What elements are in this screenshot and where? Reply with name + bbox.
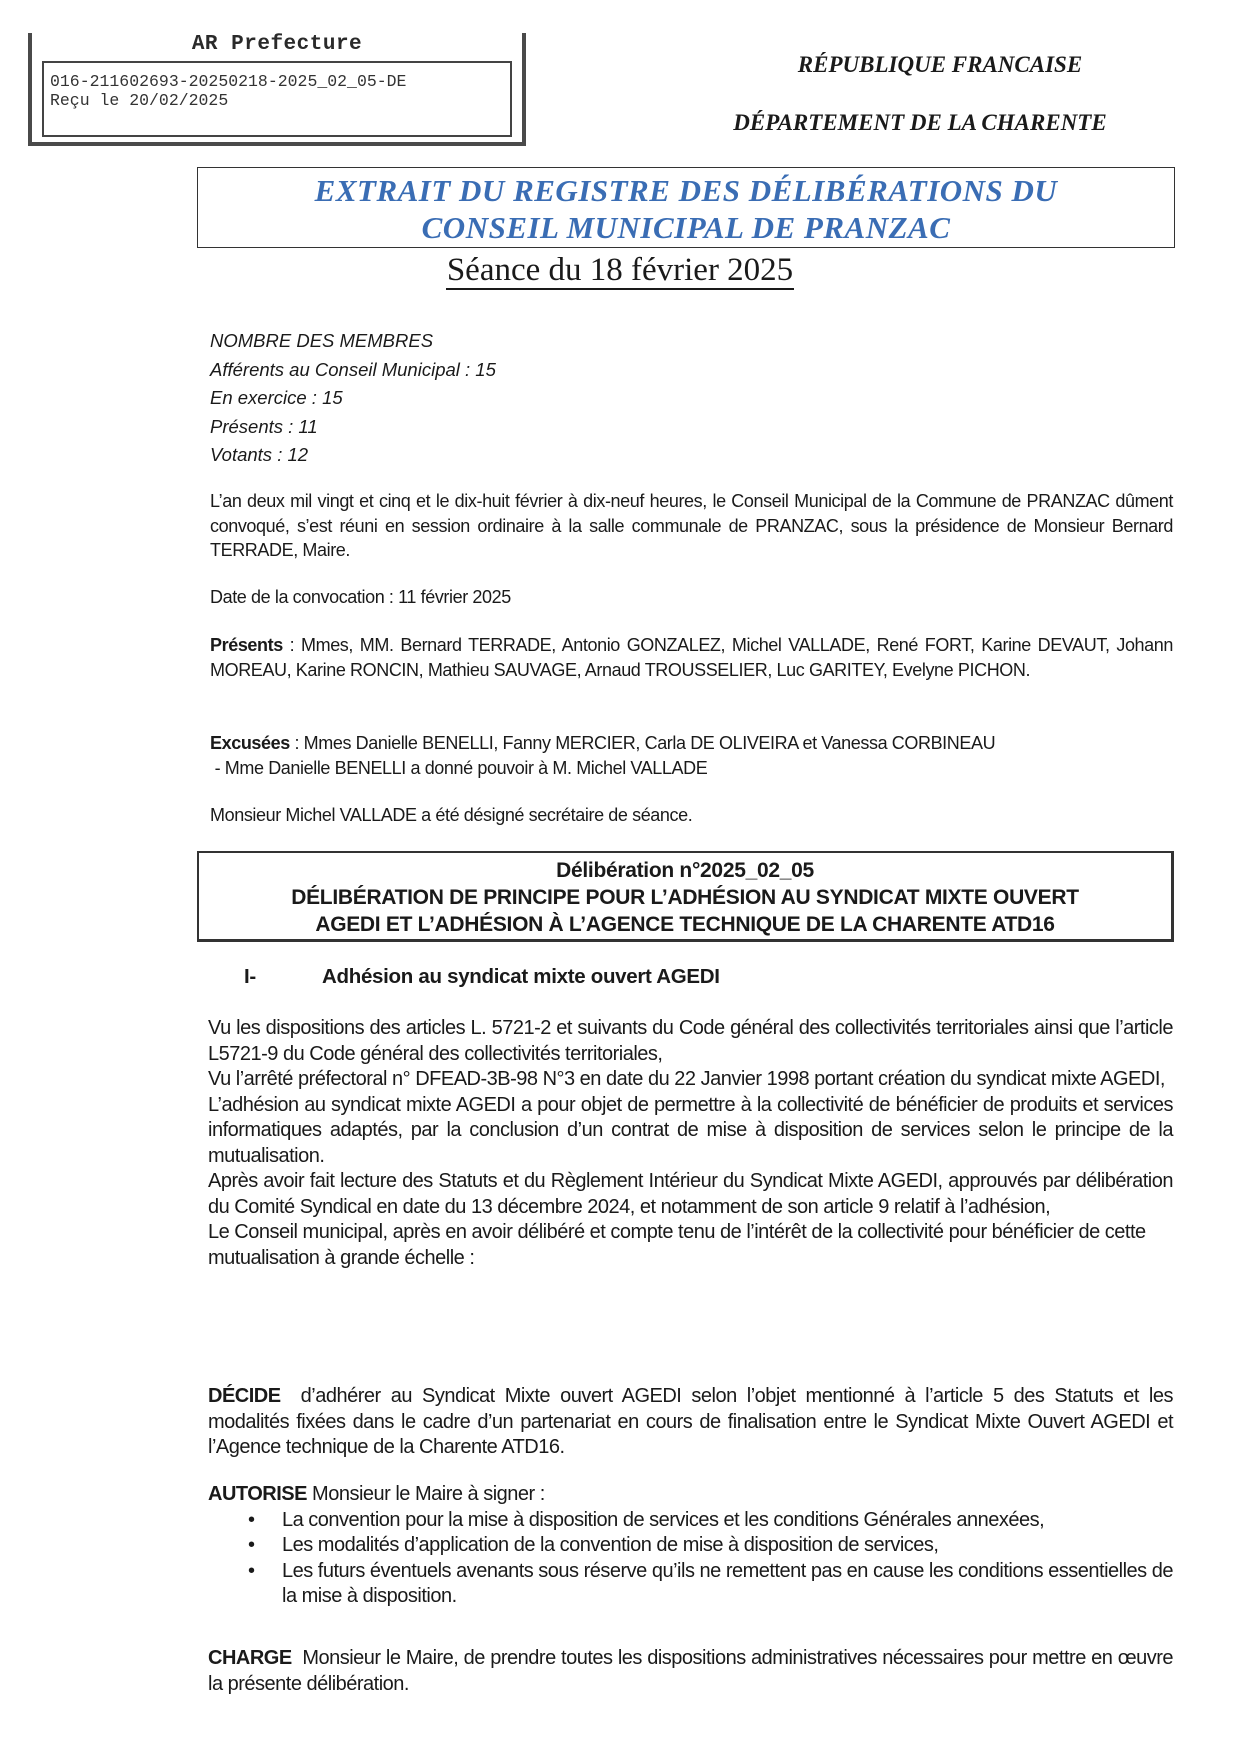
stamp-reference: 016-211602693-20250218-2025_02_05-DE [50, 72, 407, 91]
register-title-box [197, 167, 1175, 248]
stamp-title: AR Prefecture [191, 33, 363, 56]
deliberation-title-box [197, 851, 1174, 942]
ar-prefecture-stamp [28, 33, 526, 146]
secretaire-note: Monsieur Michel VALLADE a été désigné secrétaire de séance. [210, 805, 693, 825]
decide-paragraph [208, 1384, 1179, 1461]
charge-label: CHARGE [208, 1647, 292, 1669]
members-exercice: En exercice : 15 [210, 387, 343, 408]
section-title: Adhésion au syndicat mixte ouvert AGEDI [322, 965, 720, 988]
register-title-line2: CONSEIL MUNICIPAL DE PRANZAC [421, 210, 951, 245]
members-votants: Votants : 12 [210, 444, 309, 465]
considerant: Le Conseil municipal, après en avoir délibéré et compte tenu de l’intérêt de la collectivité pour bénéficier de cette mutualisation à grande échelle : [208, 1221, 1146, 1269]
autorise-list [248, 1508, 1173, 1610]
considerant: Vu l’arrêté préfectoral n° DFEAD-3B-98 N°3 en date du 22 Janvier 1998 portant création du syndicat mixte AGEDI, [208, 1068, 1165, 1090]
deliberation-number: Délibération n°2025_02_05 [556, 859, 814, 882]
section-heading [244, 965, 720, 989]
excusees-names: : Mmes Danielle BENELLI, Fanny MERCIER, Carla DE OLIVEIRA et Vanessa CORBINEAU [289, 733, 996, 753]
convocation-date: Date de la convocation : 11 février 2025 [210, 587, 511, 607]
autorise-paragraph [208, 1482, 1173, 1610]
republique-heading: RÉPUBLIQUE FRANCAISE [797, 52, 1083, 77]
autorise-item: • Les modalités d’application de la convention de mise à disposition de services, [248, 1533, 1173, 1559]
autorise-item: • Les futurs éventuels avenants sous réserve qu’ils ne remettent pas en cause les conditions essentielles de la mise à disposition. [248, 1559, 1173, 1610]
autorise-label: AUTORISE [208, 1483, 307, 1505]
stamp-details [42, 61, 512, 137]
excusees-label: Excusées [210, 733, 290, 753]
deliberation-title-line2: AGEDI ET L’ADHÉSION À L’AGENCE TECHNIQUE DE LA CHARENTE ATD16 [315, 913, 1055, 936]
considerant: Après avoir fait lecture des Statuts et du Règlement Intérieur du Syndicat Mixte AGEDI, approuvés par délibération du Comité Syndical en date du 13 décembre 2024, et notamment de son article 9 relatif à l’adhésion, [208, 1170, 1173, 1218]
seance-date-heading [0, 252, 1240, 289]
considerants-block [208, 1016, 1173, 1271]
members-count-block [210, 327, 496, 470]
register-title-line1: EXTRAIT DU REGISTRE DES DÉLIBÉRATIONS DU [314, 173, 1058, 208]
seance-date: Séance du 18 février 2025 [446, 252, 794, 288]
members-afferents: Afférents au Conseil Municipal : 15 [210, 358, 496, 380]
presents-list [210, 633, 1173, 682]
decide-label: DÉCIDE [208, 1385, 281, 1407]
charge-paragraph [208, 1646, 1179, 1697]
excusees-list [210, 731, 1173, 780]
presents-label: Présents [210, 635, 283, 655]
stamp-received-date: Reçu le 20/02/2025 [50, 91, 229, 110]
section-number: I- [244, 965, 256, 988]
decide-text: d’adhérer au Syndicat Mixte ouvert AGEDI selon l’objet mentionné à l’article 5 des Statuts et les modalités fixées dans le cadre d’un partenariat en cours de finalisation entre le Syndicat Mixte Ouvert AGEDI et l’Agence technique de la Charente ATD16. [208, 1385, 1179, 1458]
deliberation-title-line1: DÉLIBÉRATION DE PRINCIPE POUR L’ADHÉSION AU SYNDICAT MIXTE OUVERT [291, 886, 1079, 909]
presents-names: : Mmes, MM. Bernard TERRADE, Antonio GONZALEZ, Michel VALLADE, René FORT, Karine DEVAUT, Johann MOREAU, Karine RONCIN, Mathieu SAUVAGE, Arnaud TROUSSELIER, Luc GARITEY, Evelyne PICHON. [210, 635, 1173, 680]
autorise-item: • La convention pour la mise à disposition de services et les conditions Générales annexées, [248, 1508, 1173, 1534]
members-heading: NOMBRE DES MEMBRES [210, 330, 434, 351]
autorise-text: Monsieur le Maire à signer : [306, 1483, 545, 1505]
charge-text: Monsieur le Maire, de prendre toutes les dispositions administratives nécessaires pour mettre en œuvre la présente délibération. [208, 1647, 1179, 1695]
considerant: L’adhésion au syndicat mixte AGEDI a pour objet de permettre à la collectivité de bénéficier de produits et services informatiques adaptés, par la conclusion d’un contrat de mise à disposition de services selon le principe de la mutualisation. [208, 1093, 1173, 1167]
members-presents: Présents : 11 [210, 415, 318, 437]
considerant: Vu les dispositions des articles L. 5721-2 et suivants du Code général des collectivités territoriales ainsi que l’article L5721-9 du Code général des collectivités territoriales, [208, 1017, 1173, 1065]
departement-heading: DÉPARTEMENT DE LA CHARENTE [733, 110, 1107, 135]
session-intro: L’an deux mil vingt et cinq et le dix-huit février à dix-neuf heures, le Conseil Municipal de la Commune de PRANZAC dûment convoqué, s’est réuni en session ordinaire à la salle communale de PRANZAC, sous la présidence de Monsieur Bernard TERRADE, Maire. [210, 491, 1173, 560]
pouvoir-note: - Mme Danielle BENELLI a donné pouvoir à M. Michel VALLADE [210, 757, 708, 778]
